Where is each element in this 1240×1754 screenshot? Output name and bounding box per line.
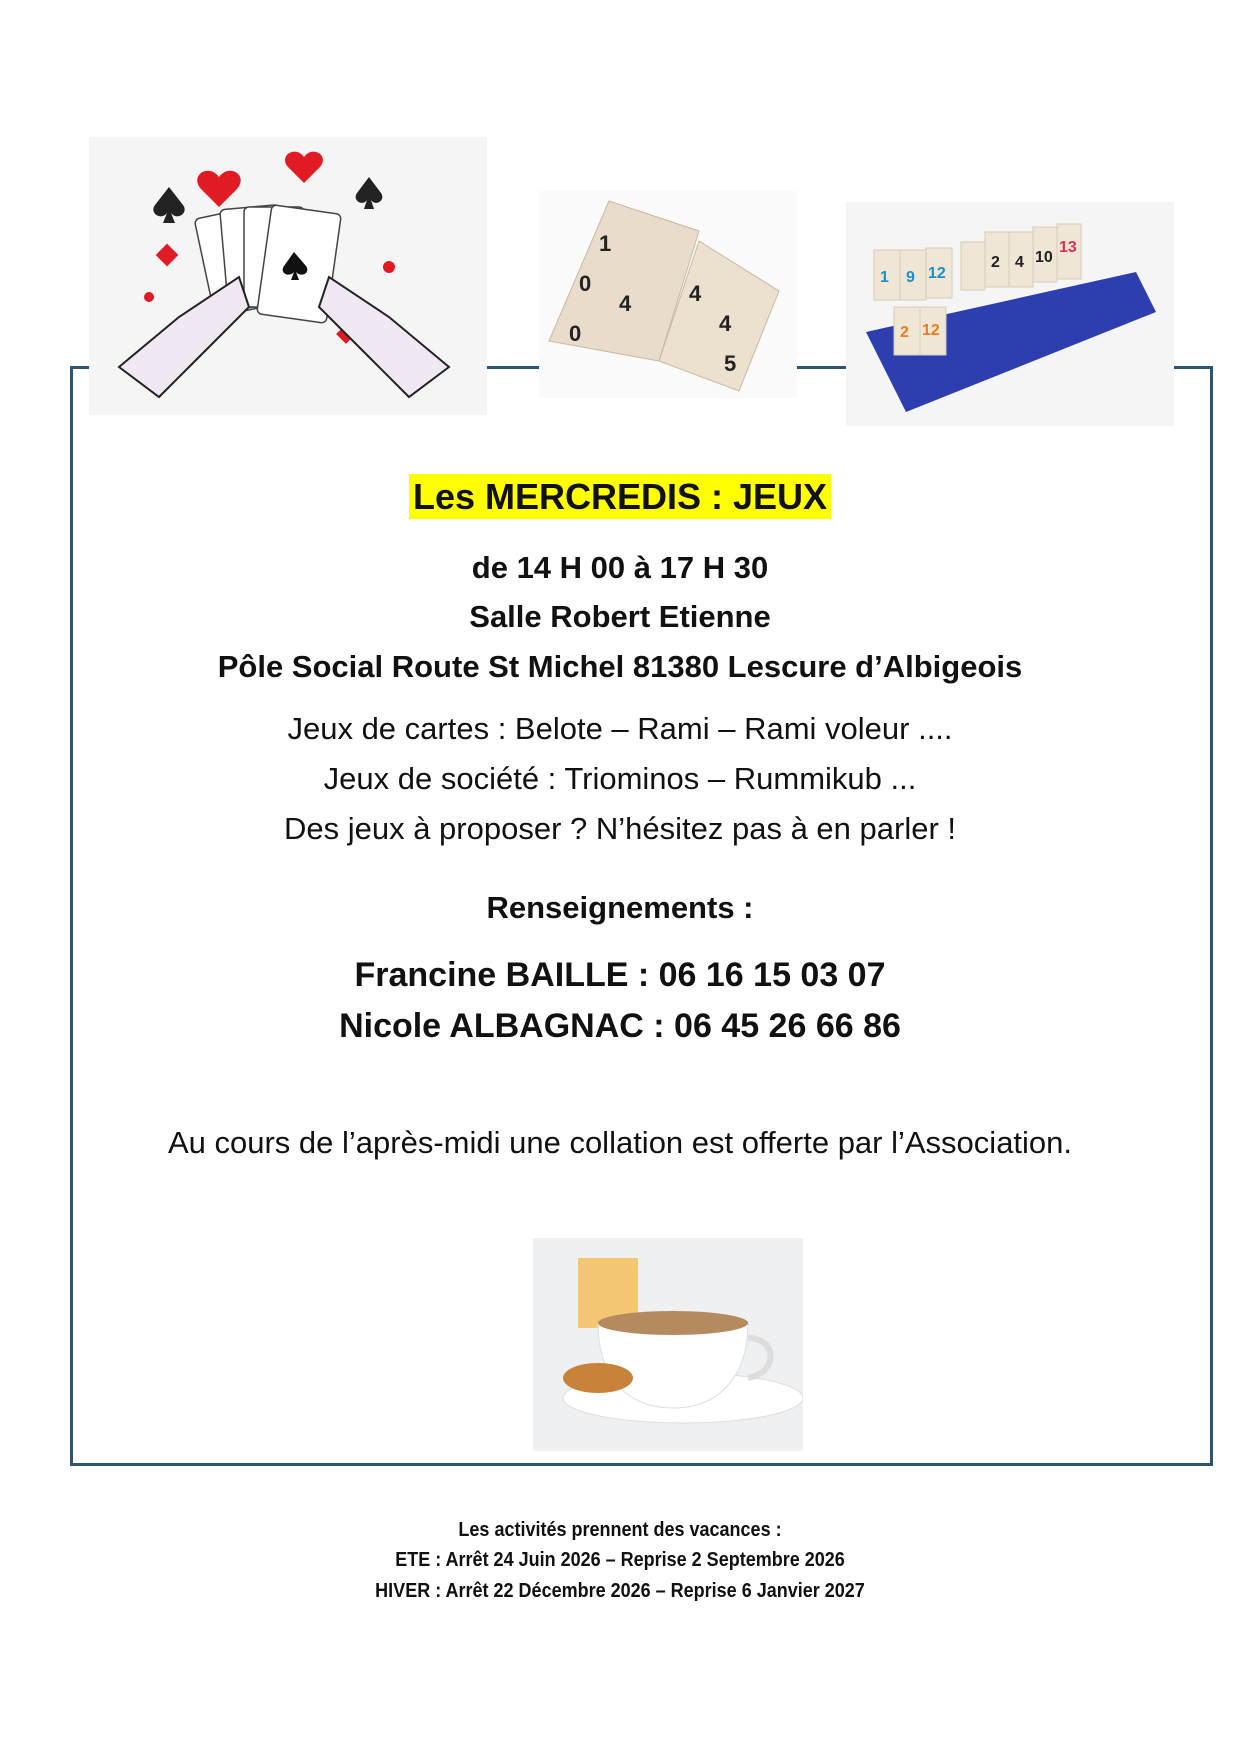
schedule: de 14 H 00 à 17 H 30 (471, 550, 769, 585)
svg-text:5: 5 (724, 351, 737, 376)
snack-note: Au cours de l’après-midi une collation est offerte par l’Association. (167, 1125, 1073, 1160)
games-proposal: Des jeux à proposer ? N’hésitez pas à en parler ! (283, 811, 957, 846)
rummikub-image (846, 202, 1174, 426)
triominos-image (539, 191, 797, 398)
venue: Salle Robert Etienne (469, 599, 771, 634)
svg-text:9: 9 (906, 269, 915, 286)
svg-text:4: 4 (1015, 254, 1024, 271)
svg-text:0: 0 (579, 271, 592, 296)
page-title (0, 476, 1240, 518)
svg-text:12: 12 (928, 265, 946, 282)
svg-text:4: 4 (619, 291, 632, 316)
svg-text:2: 2 (900, 324, 909, 341)
playing-cards-image (89, 137, 487, 415)
svg-text:4: 4 (689, 281, 702, 306)
games-board: Jeux de société : Triominos – Rummikub ... (323, 761, 917, 796)
games-cards: Jeux de cartes : Belote – Rami – Rami voleur .... (287, 711, 953, 746)
svg-text:0: 0 (569, 321, 582, 346)
coffee-image (533, 1238, 803, 1451)
title-highlight: Les MERCREDIS : JEUX (409, 474, 831, 519)
svg-text:12: 12 (922, 322, 940, 339)
svg-text:4: 4 (719, 311, 732, 336)
svg-text:2: 2 (991, 254, 1000, 271)
svg-text:13: 13 (1059, 239, 1077, 256)
svg-text:10: 10 (1035, 249, 1053, 266)
svg-text:1: 1 (880, 269, 889, 286)
footer-vacation-heading: Les activités prennent des vacances : (458, 1519, 782, 1541)
svg-text:1: 1 (599, 231, 612, 256)
contact-nicole: Nicole ALBAGNAC : 06 45 26 66 86 (339, 1007, 901, 1045)
footer-summer: ETE : Arrêt 24 Juin 2026 – Reprise 2 Septembre 2026 (395, 1549, 845, 1571)
info-heading: Renseignements : (486, 890, 754, 925)
address: Pôle Social Route St Michel 81380 Lescure d’Albigeois (217, 649, 1023, 684)
footer-winter: HIVER : Arrêt 22 Décembre 2026 – Reprise 6 Janvier 2027 (375, 1580, 865, 1602)
contact-francine: Francine BAILLE : 06 16 15 03 07 (354, 956, 886, 994)
